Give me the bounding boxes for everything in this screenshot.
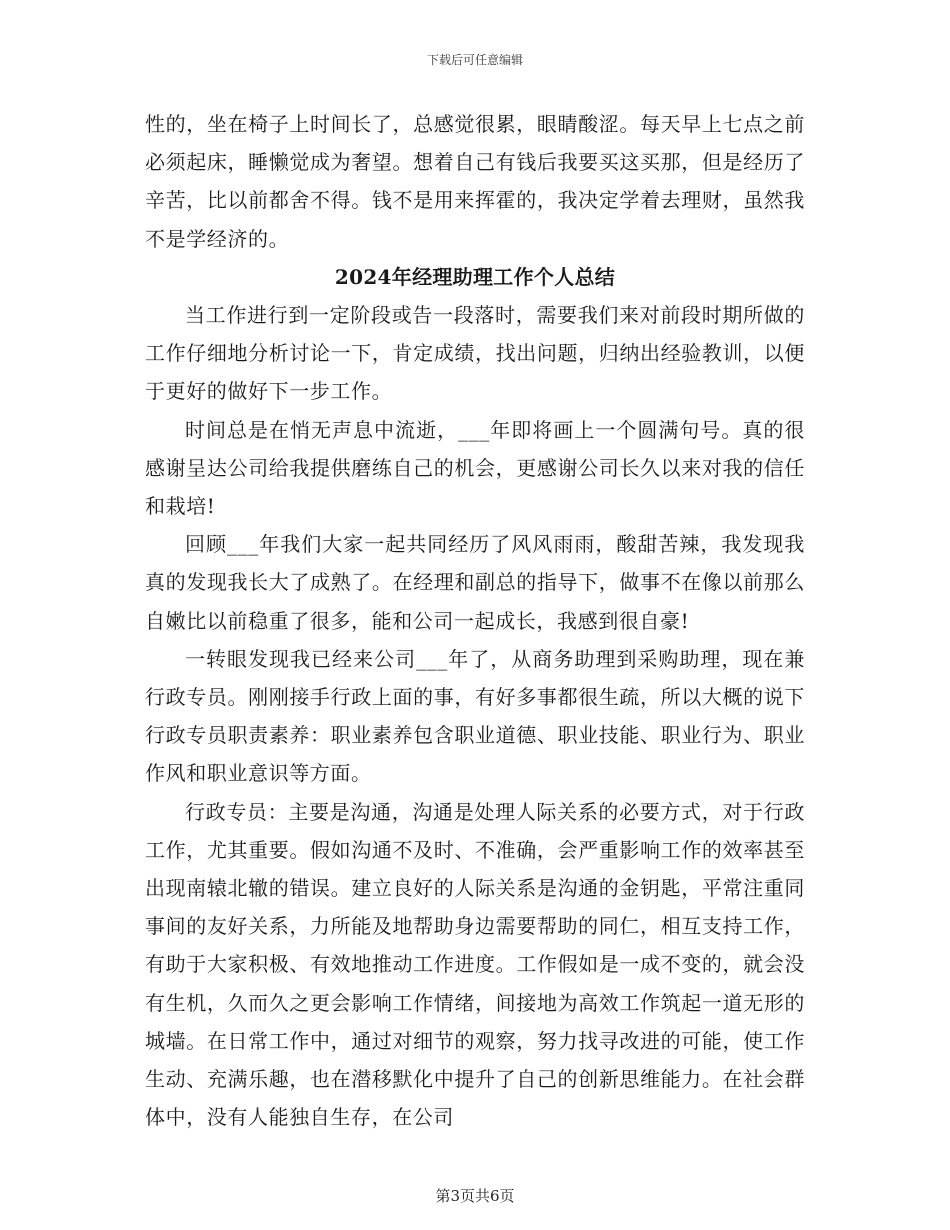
paragraph-gratitude: 时间总是在悄无声息中流逝，___年即将画上一个圆满句号。真的很感谢呈达公司给我提供磨练自己的机会，更感谢公司长久以来对我的信任和栽培! xyxy=(145,417,805,519)
paragraph-admin-duties: 行政专员：主要是沟通，沟通是处理人际关系的必要方式，对于行政工作，尤其重要。假如沟通不及时、不准确，会严重影响工作的效率甚至出现南辕北辙的错误。建立良好的人际关系是沟通的金钥匙，平常注重同事间的友好关系，力所能及地帮助身边需要帮助的同仁，相互支持工作，有助于大家积极、有效地推动工作进度。工作假如是一成不变的，就会没有生机，久而久之更会影响工作情绪，间接地为高效工作筑起一道无形的城墙。在日常工作中，通过对细节的观察，努力找寻改进的可能，使工作生动、充满乐趣，也在潜移默化中提升了自己的创新思维能力。在社会群体中，没有人能独自生存，在公司 xyxy=(145,799,805,1130)
page-header-note: 下载后可任意编辑 xyxy=(426,53,523,67)
paragraph-review: 回顾___年我们大家一起共同经历了风风雨雨，酸甜苦辣，我发现我真的发现我长大了成熟了。在经理和副总的指导下，做事不在像以前那么自嫩比以前稳重了很多，能和公司一起成长，我感到很自豪! xyxy=(145,532,805,633)
document-body xyxy=(145,105,805,1136)
paragraph-role-change: 一转眼发现我已经来公司___年了，从商务助理到采购助理，现在兼行政专员。刚刚接手行政上面的事，有好多事都很生疏，所以大概的说下行政专员职责素养：职业素养包含职业道德、职业技能、职业行为、职业作风和职业意识等方面。 xyxy=(145,646,805,786)
continuation-paragraph: 性的，坐在椅子上时间长了，总感觉很累，眼睛酸涩。每天早上七点之前必须起床，睡懒觉成为奢望。想着自己有钱后我要买这买那，但是经历了辛苦，比以前都舍不得。钱不是用来挥霍的，我决定学着去理财，虽然我不是学经济的。 xyxy=(145,112,805,251)
paragraph-intro: 当工作进行到一定阶段或告一段落时，需要我们来对前段时期所做的工作仔细地分析讨论一下，肯定成绩，找出问题，归纳出经验教训，以便于更好的做好下一步工作。 xyxy=(145,303,805,404)
page-number: 第3页共6页 xyxy=(435,1187,515,1205)
section-title: 2024年经理助理工作个人总结 xyxy=(334,264,616,289)
